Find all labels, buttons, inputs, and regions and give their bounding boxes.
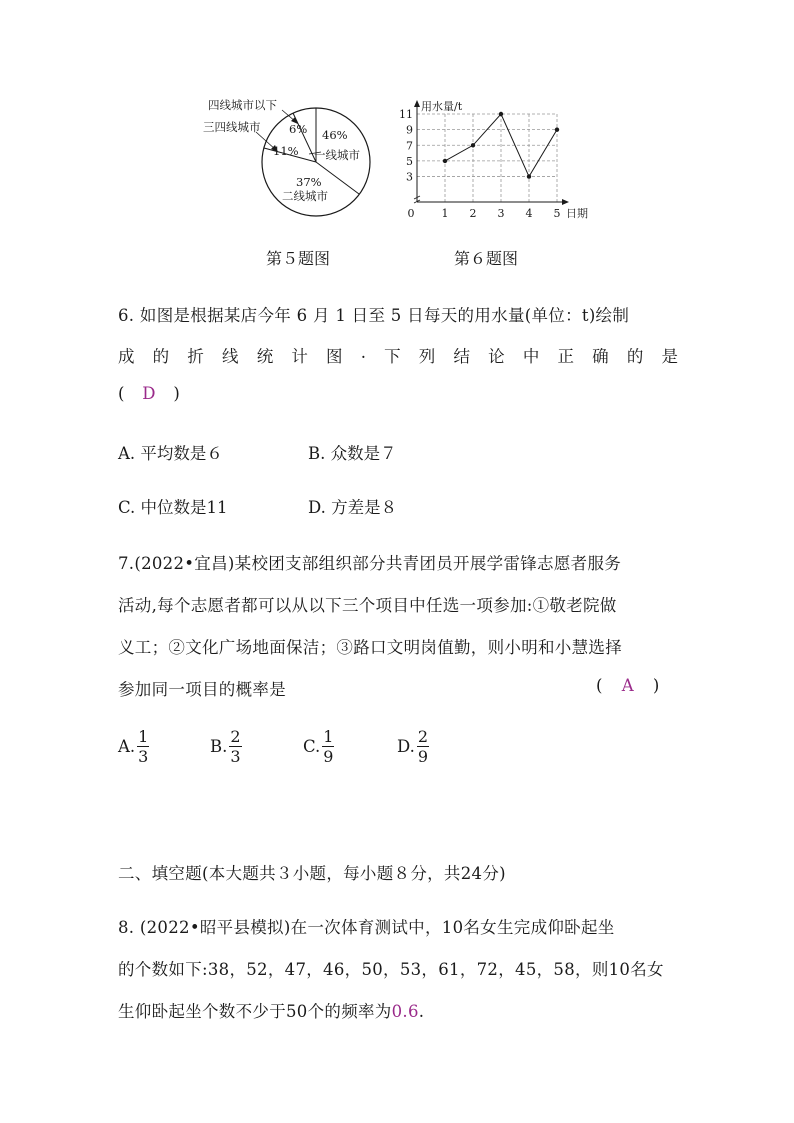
q6-option-d: D. 方差是８ <box>308 498 398 517</box>
q6-line-2-char: 的 <box>626 347 644 366</box>
q6-line-2-char: 列 <box>418 347 436 366</box>
q7-option-c-denominator: 9 <box>323 747 334 766</box>
x-axis-label: 日期 <box>566 207 588 220</box>
y-axis-arrow <box>414 100 420 107</box>
q8-line-3 <box>118 998 424 1022</box>
q7-line-1: 7.(2022•宜昌)某校团支部组织部分共青团员开展学雷锋志愿者服务 <box>118 554 622 573</box>
q7-option-d-label: D. <box>397 737 415 756</box>
q7-option-a-label: A. <box>118 737 136 756</box>
q6-answer-line <box>118 384 180 403</box>
q6-line-2-char: . <box>360 343 366 362</box>
pie-pct-6: 6% <box>289 122 308 136</box>
q6-line-2-char: 论 <box>488 347 505 366</box>
data-point <box>499 112 503 116</box>
q7-option-d-fraction <box>417 727 429 766</box>
pie-pct-11: 11% <box>273 144 299 158</box>
q6-option-c: C. 中位数是11 <box>118 498 228 517</box>
section-2-title: 二、填空题(本大题共３小题，每小题８分，共24分) <box>118 864 506 883</box>
y-tick-label: 5 <box>406 154 413 168</box>
q7-option-d-denominator: 9 <box>417 747 429 766</box>
q8-line-1: 8. (2022•昭平县模拟)在一次体育测试中，10名女生完成仰卧起坐 <box>118 918 615 937</box>
q7-option-c <box>303 727 334 766</box>
q6-line-2-char: 确 <box>592 347 609 366</box>
x-tick-label: 4 <box>525 207 533 220</box>
q7-answer-bracket <box>596 676 659 695</box>
line-chart-grid <box>417 114 557 202</box>
q7-option-a-fraction <box>137 727 149 766</box>
q6-line-2-char: 计 <box>291 347 308 366</box>
q8-line-2: 的个数如下:38，52，47，46，50，53，61，72，45，58，则10名女 <box>118 960 664 979</box>
q7-option-b-numerator: 2 <box>230 727 241 746</box>
y-tick-label: 7 <box>406 139 413 153</box>
q7-option-b-fraction <box>229 727 241 766</box>
q6-paren-open: ( <box>118 384 125 403</box>
line-chart-figure <box>395 92 595 227</box>
q7-paren-open: ( <box>596 676 603 695</box>
q7-option-a-denominator: 3 <box>138 747 149 766</box>
q6-line-1: 6. 如图是根据某店今年 6 月 1 日至 5 日每天的用水量(单位：t)绘制 <box>118 306 630 325</box>
q7-option-b-denominator: 3 <box>230 747 241 766</box>
q6-option-a: A. 平均数是６ <box>118 444 223 463</box>
pie-label-first-tier: 一线城市 <box>314 148 360 162</box>
y-axis-label: 用水量/t <box>421 100 463 113</box>
data-point <box>443 159 447 163</box>
q6-line-2 <box>118 343 678 367</box>
q6-line-2-char: 成 <box>118 347 135 366</box>
pie-chart-figure <box>196 92 386 222</box>
q6-line-2-char: 线 <box>222 347 239 366</box>
q7-line-3: 义工；②文化广场地面保洁；③路口文明岗值勤，则小明和小慧选择 <box>118 638 622 657</box>
q7-option-c-label: C. <box>303 737 321 756</box>
q6-line-2-char: 的 <box>152 347 170 366</box>
q7-option-a <box>118 727 149 766</box>
q6-line-2-char: 是 <box>661 347 678 366</box>
q6-line-2-char: 结 <box>453 347 470 366</box>
q8-line-3-text: 生仰卧起坐个数不少于50个的频率为 <box>118 1002 392 1021</box>
caption-figure-6: 第６题图 <box>454 249 519 268</box>
q7-option-c-numerator: 1 <box>323 727 334 746</box>
x-tick-label: 1 <box>441 207 449 220</box>
q7-line-2: 活动,每个志愿者都可以从以下三个项目中任选一项参加:①敬老院做 <box>118 596 617 615</box>
q6-answer: D <box>142 384 156 403</box>
pie-label-third-fourth-tier: 三四线城市 <box>203 120 261 134</box>
q7-option-d <box>397 727 429 766</box>
q8-line-3-end: . <box>418 1002 425 1021</box>
x-tick-label: 3 <box>497 207 505 220</box>
data-point <box>471 143 475 147</box>
x-tick-label: 0 <box>407 207 415 220</box>
y-tick-label: 3 <box>406 170 413 184</box>
q7-paren-close: ) <box>652 676 660 695</box>
q8-answer: 0.6 <box>391 1002 419 1021</box>
q6-option-b: B. 众数是７ <box>308 444 397 463</box>
q6-line-2-char: 统 <box>256 347 274 366</box>
q6-line-2-char: 折 <box>187 347 204 366</box>
q7-option-b-label: B. <box>210 737 228 756</box>
q6-paren-close: ) <box>173 384 181 403</box>
pie-pct-37: 37% <box>296 175 322 189</box>
pie-label-second-tier: 二线城市 <box>282 189 328 203</box>
q7-option-c-fraction <box>322 727 334 766</box>
x-tick-label: 2 <box>469 207 477 220</box>
q7-option-a-numerator: 1 <box>138 727 149 746</box>
q6-line-2-char: 图 <box>326 347 343 366</box>
q6-line-2-char: 中 <box>522 347 540 366</box>
data-point <box>527 174 531 178</box>
y-tick-label: 11 <box>399 108 413 121</box>
y-tick-label: 9 <box>406 123 413 137</box>
q6-line-2-char: 正 <box>557 347 574 366</box>
x-axis-arrow <box>562 199 569 205</box>
x-tick-label: 5 <box>553 207 561 220</box>
data-point <box>555 127 559 131</box>
q6-line-2-char: 下 <box>384 347 401 366</box>
pie-label-below-fourth-tier: 四线城市以下 <box>208 98 277 112</box>
caption-figure-5: 第５题图 <box>266 249 331 268</box>
q7-answer: A <box>621 676 634 695</box>
q7-option-d-numerator: 2 <box>417 727 429 746</box>
q7-option-b <box>210 727 242 766</box>
pie-pct-46: 46% <box>322 128 348 142</box>
q7-line-4: 参加同一项目的概率是 <box>118 680 286 699</box>
